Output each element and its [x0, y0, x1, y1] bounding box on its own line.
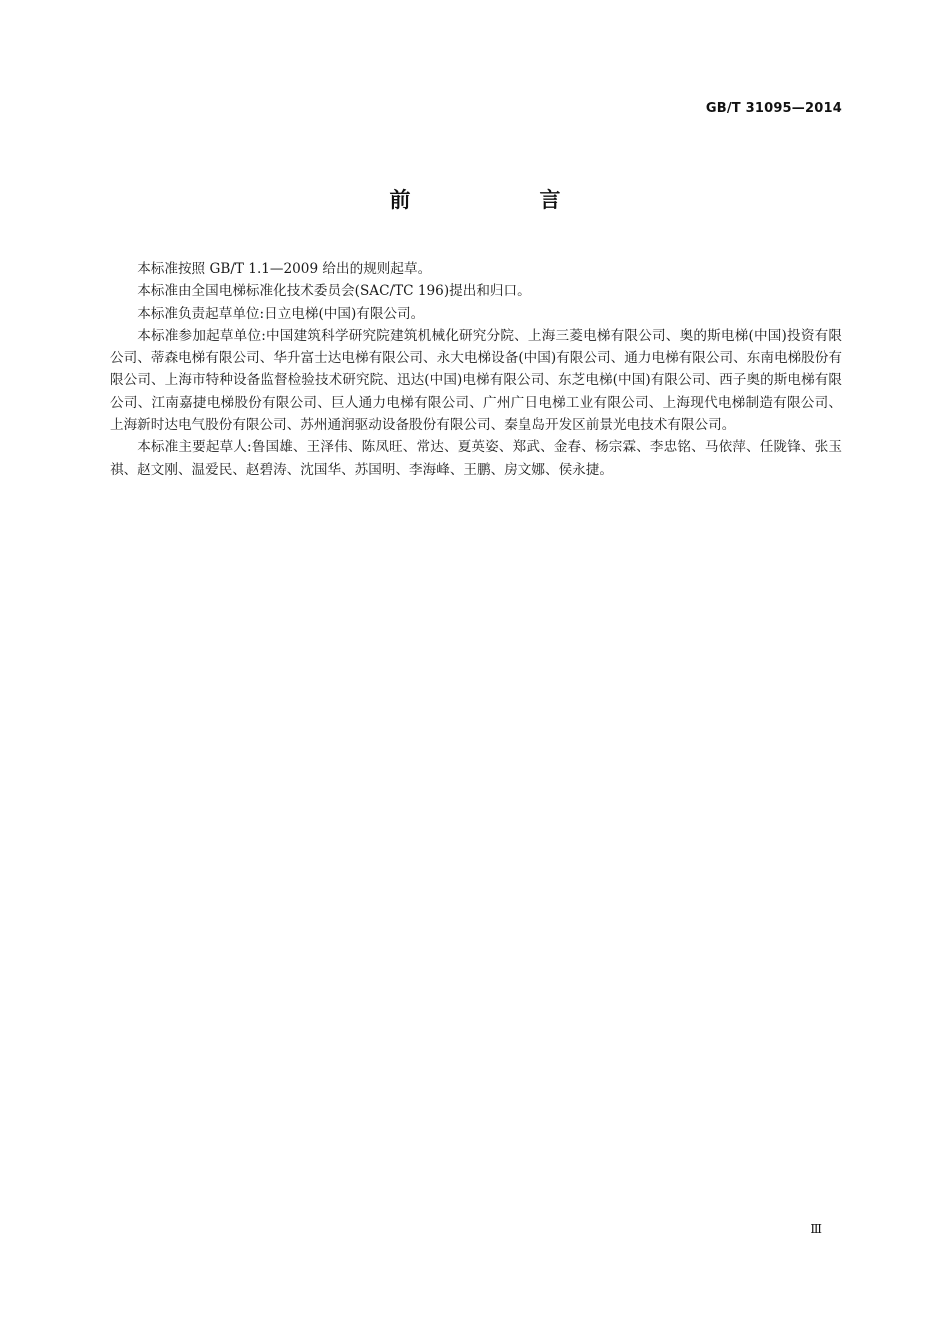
paragraph-drafting-rules: 本标准按照 GB/T 1.1—2009 给出的规则起草。 [137, 261, 432, 277]
paragraph-main-drafters: 本标准主要起草人:鲁国雄、王泽伟、陈凤旺、常达、夏英姿、郑武、金春、杨宗霖、李忠铭、马依萍、任陇锋、张玉祺、赵文刚、温爱民、赵碧涛、沈国华、苏国明、李海峰、王鹏、房文娜、侯永捷。 [110, 439, 842, 478]
page-number: Ⅲ [810, 1222, 822, 1236]
paragraph-participating-units: 本标准参加起草单位:中国建筑科学研究院建筑机械化研究分院、上海三菱电梯有限公司、奥的斯电梯(中国)投资有限公司、蒂森电梯有限公司、华升富士达电梯有限公司、永大电梯设备(中国)有限公司、通力电梯有限公司、东南电梯股份有限公司、上海市特种设备监督检验技术研究院、迅达(中国)电梯有限公司、东芝电梯(中国)有限公司、西子奥的斯电梯有限公司、江南嘉捷电梯股份有限公司、巨人通力电梯有限公司、广州广日电梯工业有限公司、上海现代电梯制造有限公司、上海新时达电气股份有限公司、苏州通润驱动设备股份有限公司、秦皇岛开发区前景光电技术有限公司。 [110, 327, 842, 434]
paragraph-proposer: 本标准由全国电梯标准化技术委员会(SAC/TC 196)提出和归口。 [137, 283, 531, 300]
standard-code: GB/T 31095—2014 [705, 101, 842, 116]
page-title: 前 言 [389, 188, 615, 212]
document-body [110, 258, 842, 481]
paragraph-lead-drafter: 本标准负责起草单位:日立电梯(中国)有限公司。 [137, 305, 425, 322]
